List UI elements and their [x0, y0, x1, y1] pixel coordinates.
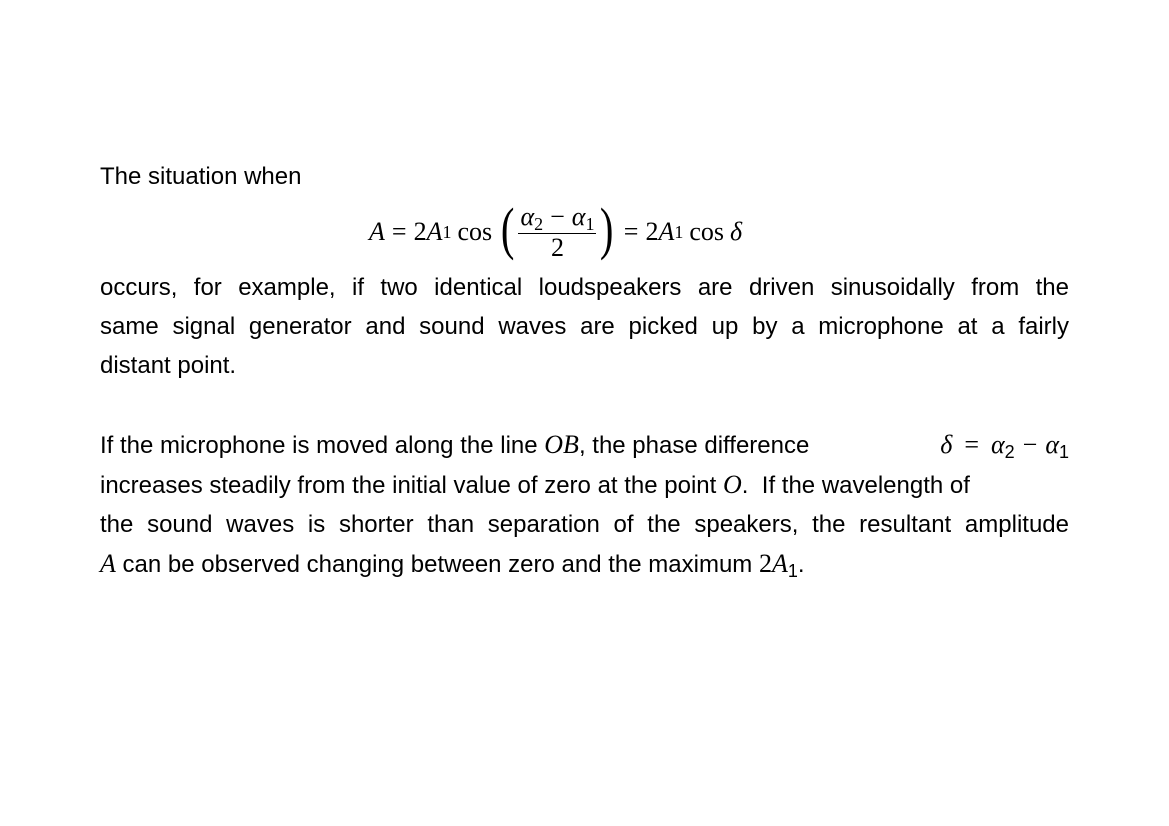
paragraph2-line2: increases steadily from the initial value of zero at the point O. If the wavelength of	[100, 470, 970, 499]
label-o: O	[723, 470, 742, 499]
label-ob: OB	[544, 430, 579, 459]
paragraph1-line2: same signal generator and sound waves are picked up by a microphone at a fairly	[100, 313, 1069, 340]
eq-lhs: A	[369, 217, 385, 246]
eq-equals-2: =	[623, 217, 639, 246]
fraction-denominator: 2	[550, 233, 564, 262]
eq-cos: cos	[457, 217, 493, 246]
phase-difference-expr: $\delta = \alpha_2 - \alpha_1$	[940, 430, 1069, 462]
eq-coef: 2	[413, 217, 427, 246]
eq-delta: δ	[730, 217, 743, 246]
right-paren: )	[600, 196, 614, 261]
paragraph2-line1: If the microphone is moved along the line OB, the phase difference $\delta = \alpha_2 - \alpha_1$	[100, 425, 1069, 465]
document-body	[100, 157, 1069, 584]
equation: A = 2 A 1 cos ( $\frac{\alpha_2 - \alpha_1}{2}$ ) = 2 A 1 cos δ	[369, 196, 743, 262]
paragraph2-line3: the sound waves is shorter than separation of the speakers, the resultant amplitude	[100, 511, 1069, 538]
paragraph2-line4: A can be observed changing between zero and the maximum $2A_1$.	[100, 549, 805, 581]
display-equation	[100, 196, 1069, 268]
intro-text: The situation when	[100, 163, 302, 190]
paragraph1-line1: occurs, for example, if two identical loudspeakers are driven sinusoidally from the	[100, 274, 1069, 301]
label-a: A	[100, 549, 116, 578]
eq-equals: =	[391, 217, 407, 246]
paragraph1-line3: distant point.	[100, 352, 237, 379]
eq-amp: A	[426, 217, 443, 246]
eq-coef-2: 2	[645, 217, 659, 246]
fraction	[518, 202, 596, 262]
fraction-numerator: $\alpha_2 - \alpha_1$	[520, 202, 595, 234]
eq-cos-2: cos	[689, 217, 724, 246]
left-paren: (	[501, 196, 515, 261]
eq-amp-2: A	[658, 217, 675, 246]
